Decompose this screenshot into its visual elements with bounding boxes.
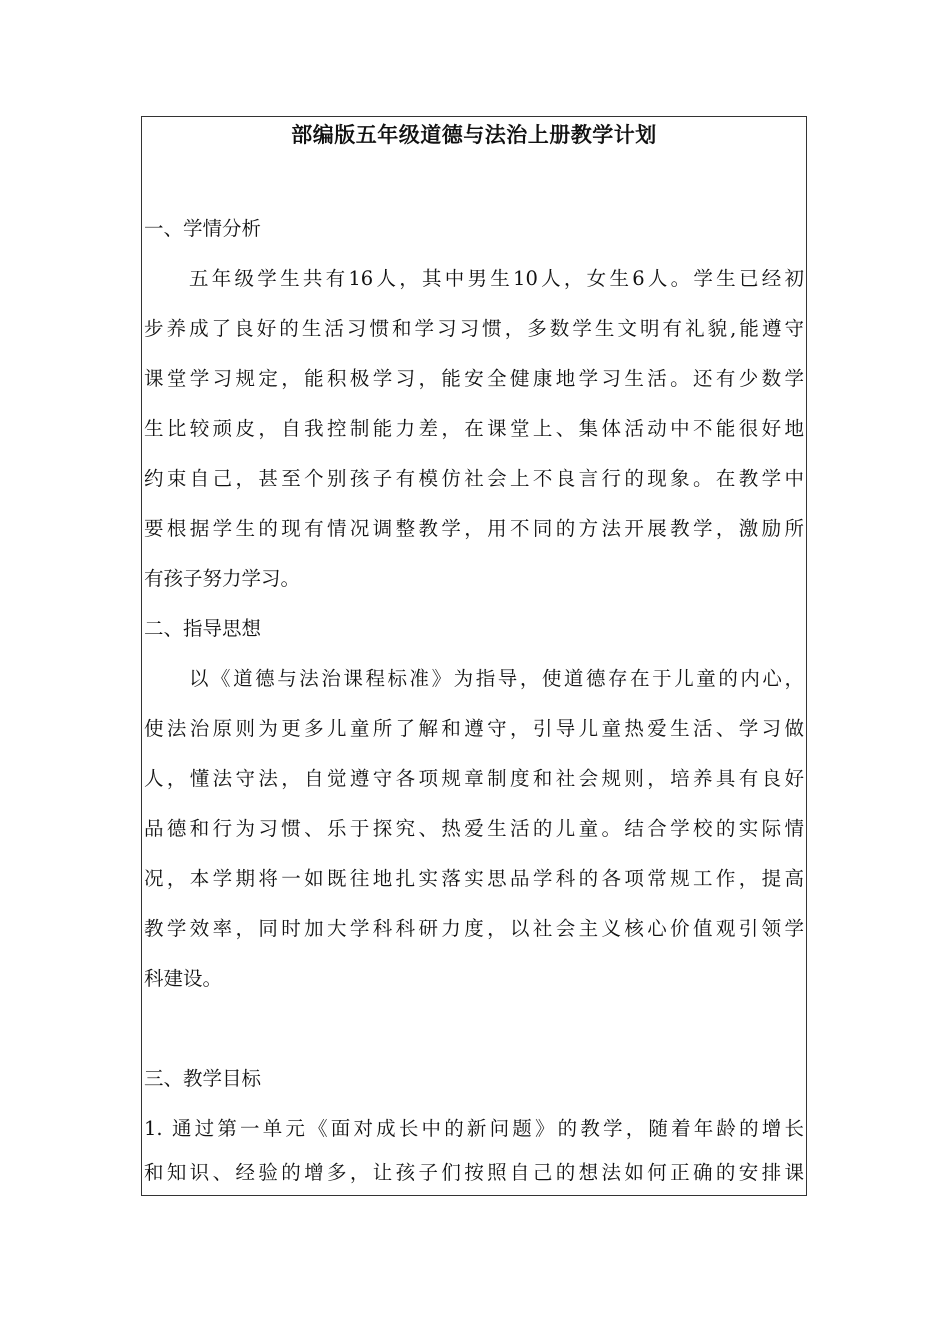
paragraph-line: 要根据学生的现有情况调整教学，用不同的方法开展教学，激励所 <box>144 517 804 540</box>
paragraph-line: 况，本学期将一如既往地扎实落实思品学科的各项常规工作，提高 <box>144 867 804 890</box>
paragraph-line: 教学效率，同时加大学科科研力度，以社会主义核心价值观引领学 <box>144 917 804 940</box>
paragraph-line: 步养成了良好的生活习惯和学习习惯，多数学生文明有礼貌,能遵守 <box>144 317 804 340</box>
section-heading-teaching-goals: 三、教学目标 <box>144 1067 262 1090</box>
document-title: 部编版五年级道德与法治上册教学计划 <box>291 123 657 147</box>
paragraph-line: 有孩子努力学习。 <box>144 567 301 590</box>
paragraph-line: 以《道德与法治课程标准》为指导，使道德存在于儿童的内心， <box>189 667 804 690</box>
paragraph-line: 五年级学生共有16人，其中男生10人，女生6人。学生已经初 <box>189 267 804 290</box>
paragraph-line: 课堂学习规定，能积极学习，能安全健康地学习生活。还有少数学 <box>144 367 804 390</box>
section-heading-student-analysis: 一、学情分析 <box>144 217 262 240</box>
paragraph-line: 人，懂法守法，自觉遵守各项规章制度和社会规则，培养具有良好 <box>144 767 804 790</box>
paragraph-line: 生比较顽皮，自我控制能力差，在课堂上、集体活动中不能很好地 <box>144 417 804 440</box>
paragraph-line: 1. 通过第一单元《面对成长中的新问题》的教学，随着年龄的增长 <box>144 1117 804 1140</box>
paragraph-line: 品德和行为习惯、乐于探究、热爱生活的儿童。结合学校的实际情 <box>144 817 804 840</box>
paragraph-line: 科建设。 <box>144 967 223 990</box>
paragraph-line: 和知识、经验的增多，让孩子们按照自己的想法如何正确的安排课 <box>144 1161 804 1184</box>
paragraph-line: 约束自己，甚至个别孩子有模仿社会上不良言行的现象。在教学中 <box>144 467 804 490</box>
paragraph-line: 使法治原则为更多儿童所了解和遵守，引导儿童热爱生活、学习做 <box>144 717 804 740</box>
section-heading-guiding-ideology: 二、指导思想 <box>144 617 262 640</box>
document-frame <box>141 116 807 1196</box>
